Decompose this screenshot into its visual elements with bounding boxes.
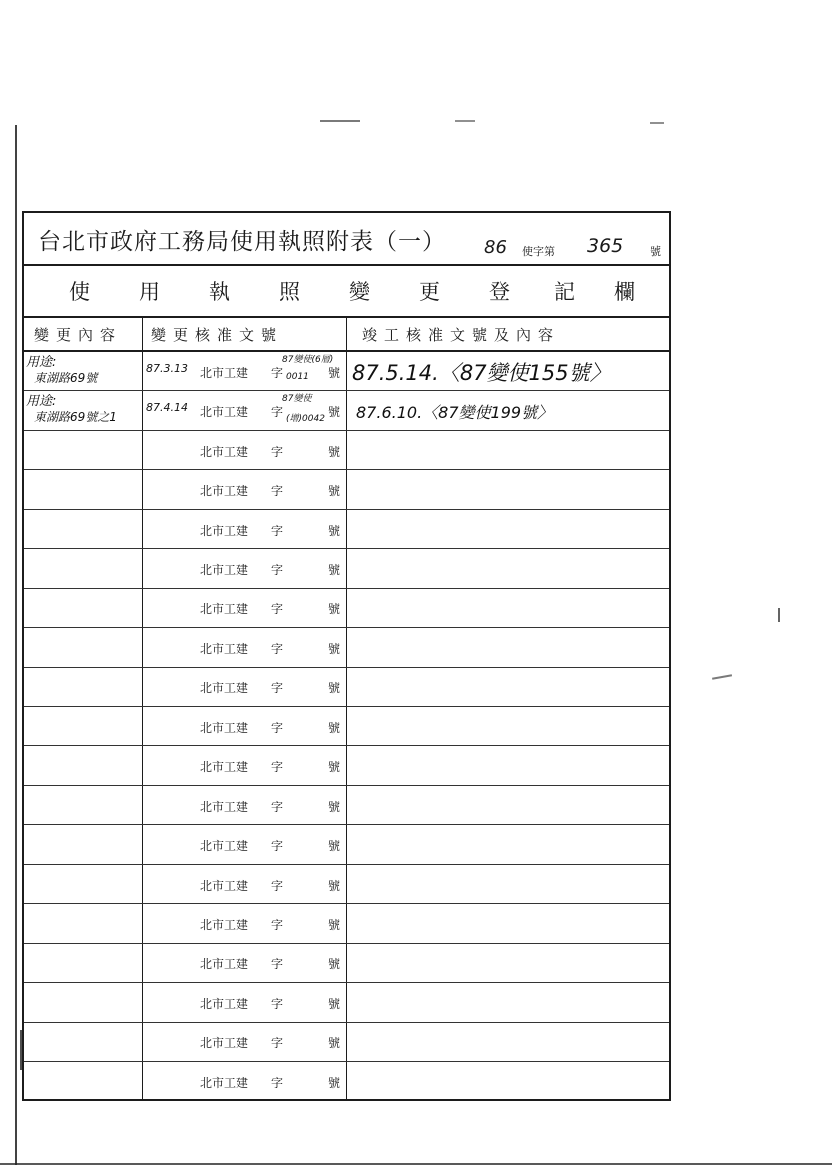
agency-label: 北市工建 (200, 839, 249, 854)
blank-row (24, 865, 669, 904)
change-address: 東湖路69號 (34, 371, 98, 385)
blank-row (24, 668, 669, 707)
blank-row (24, 549, 669, 588)
zi-label: 字 (271, 444, 284, 459)
zi-label: 字 (271, 405, 284, 420)
approval-code-top: 87變使 (282, 394, 312, 405)
zi-label: 字 (271, 562, 284, 577)
change-address: 東湖路69號之1 (34, 410, 117, 425)
entry-row (24, 391, 669, 430)
section-char: 執 (209, 280, 230, 304)
completion-record: 87.5.14.〈87變使155號〉 (352, 361, 611, 385)
blank-row (24, 944, 669, 983)
hao-label: 號 (328, 641, 341, 656)
scan-dash (320, 120, 360, 122)
zi-label: 字 (271, 602, 284, 617)
completion-record: 87.6.10.〈87變使199號〉 (356, 403, 554, 423)
scan-tick (712, 674, 732, 679)
agency-label: 北市工建 (200, 641, 249, 656)
scan-tick (778, 608, 780, 622)
hao-label: 號 (328, 1036, 341, 1051)
zi-label: 字 (271, 1075, 284, 1090)
zi-label: 字 (271, 957, 284, 972)
approval-date: 87.3.13 (146, 362, 188, 375)
agency-label: 北市工建 (200, 523, 249, 538)
agency-label: 北市工建 (200, 444, 249, 459)
section-char: 使 (69, 280, 90, 304)
hao-label: 號 (328, 720, 341, 735)
hao-label: 號 (328, 799, 341, 814)
header-completion-doc: 竣工核准文號及內容 (362, 326, 561, 344)
header-approval-doc: 變更核准文號 (151, 326, 284, 344)
hao-label: 號 (328, 365, 341, 380)
hao-label: 號 (328, 878, 341, 893)
change-use: 用途: (26, 355, 57, 370)
agency-label: 北市工建 (200, 405, 249, 420)
section-char: 用 (139, 280, 160, 304)
blank-row (24, 904, 669, 943)
hao-label: 號 (328, 1075, 341, 1090)
blank-row (24, 825, 669, 864)
agency-label: 北市工建 (200, 484, 249, 499)
zi-label: 字 (271, 365, 284, 380)
agency-label: 北市工建 (200, 878, 249, 893)
header-change-content: 變更內容 (34, 326, 123, 344)
agency-label: 北市工建 (200, 996, 249, 1011)
blank-row (24, 1062, 669, 1101)
scan-dash (455, 120, 475, 122)
blank-row (24, 589, 669, 628)
section-char: 欄 (614, 280, 635, 304)
agency-label: 北市工建 (200, 918, 249, 933)
permit-number: 365 (587, 235, 624, 257)
zi-label: 字 (271, 878, 284, 893)
zi-label: 字 (271, 641, 284, 656)
entry-row (24, 352, 669, 391)
agency-label: 北市工建 (200, 799, 249, 814)
blank-row (24, 983, 669, 1022)
hao-label: 號 (328, 760, 341, 775)
zi-label: 字 (271, 996, 284, 1011)
agency-label: 北市工建 (200, 760, 249, 775)
approval-code-bottom: (增)0042 (286, 414, 325, 425)
blank-row (24, 1023, 669, 1062)
hao-label: 號 (328, 444, 341, 459)
hao-label: 號 (328, 996, 341, 1011)
zi-label: 字 (271, 681, 284, 696)
zi-label: 字 (271, 839, 284, 854)
zi-label: 字 (271, 799, 284, 814)
hao-label: 號 (328, 681, 341, 696)
hao-label: 號 (328, 405, 341, 420)
agency-label: 北市工建 (200, 365, 249, 380)
hao-label: 號 (328, 957, 341, 972)
hao-label: 號 (328, 839, 341, 854)
permit-suffix: 號 (650, 245, 661, 258)
section-char: 照 (279, 280, 300, 304)
hao-label: 號 (328, 918, 341, 933)
scan-dash (650, 122, 664, 124)
blank-row (24, 747, 669, 786)
blank-row (24, 628, 669, 667)
approval-code-bottom: 0011 (286, 372, 309, 382)
section-char: 登 (489, 280, 510, 304)
zi-label: 字 (271, 720, 284, 735)
agency-label: 北市工建 (200, 602, 249, 617)
permit-year: 86 (484, 237, 507, 258)
form-title: 台北市政府工務局使用執照附表（一） (38, 229, 446, 255)
approval-code-top: 87變使(6層) (282, 355, 334, 365)
agency-label: 北市工建 (200, 957, 249, 972)
agency-label: 北市工建 (200, 562, 249, 577)
zi-label: 字 (271, 484, 284, 499)
agency-label: 北市工建 (200, 1036, 249, 1051)
hao-label: 號 (328, 484, 341, 499)
agency-label: 北市工建 (200, 1075, 249, 1090)
blank-row (24, 431, 669, 470)
hao-label: 號 (328, 523, 341, 538)
hao-label: 號 (328, 562, 341, 577)
permit-type-label: 使字第 (522, 245, 555, 258)
agency-label: 北市工建 (200, 681, 249, 696)
title-row (24, 213, 669, 266)
zi-label: 字 (271, 1036, 284, 1051)
section-char: 變 (349, 280, 370, 304)
change-use: 用途: (26, 394, 57, 410)
blank-row (24, 786, 669, 825)
section-char: 記 (554, 280, 575, 304)
zi-label: 字 (271, 523, 284, 538)
scan-edge-left (15, 125, 17, 1165)
agency-label: 北市工建 (200, 720, 249, 735)
section-char: 更 (419, 280, 440, 304)
blank-row (24, 470, 669, 509)
section-title-row (24, 266, 669, 318)
permit-attachment-form (22, 211, 671, 1101)
zi-label: 字 (271, 760, 284, 775)
scan-line-bottom (0, 1163, 832, 1165)
zi-label: 字 (271, 918, 284, 933)
approval-date: 87.4.14 (146, 401, 188, 415)
blank-row (24, 707, 669, 746)
blank-row (24, 510, 669, 549)
hao-label: 號 (328, 602, 341, 617)
